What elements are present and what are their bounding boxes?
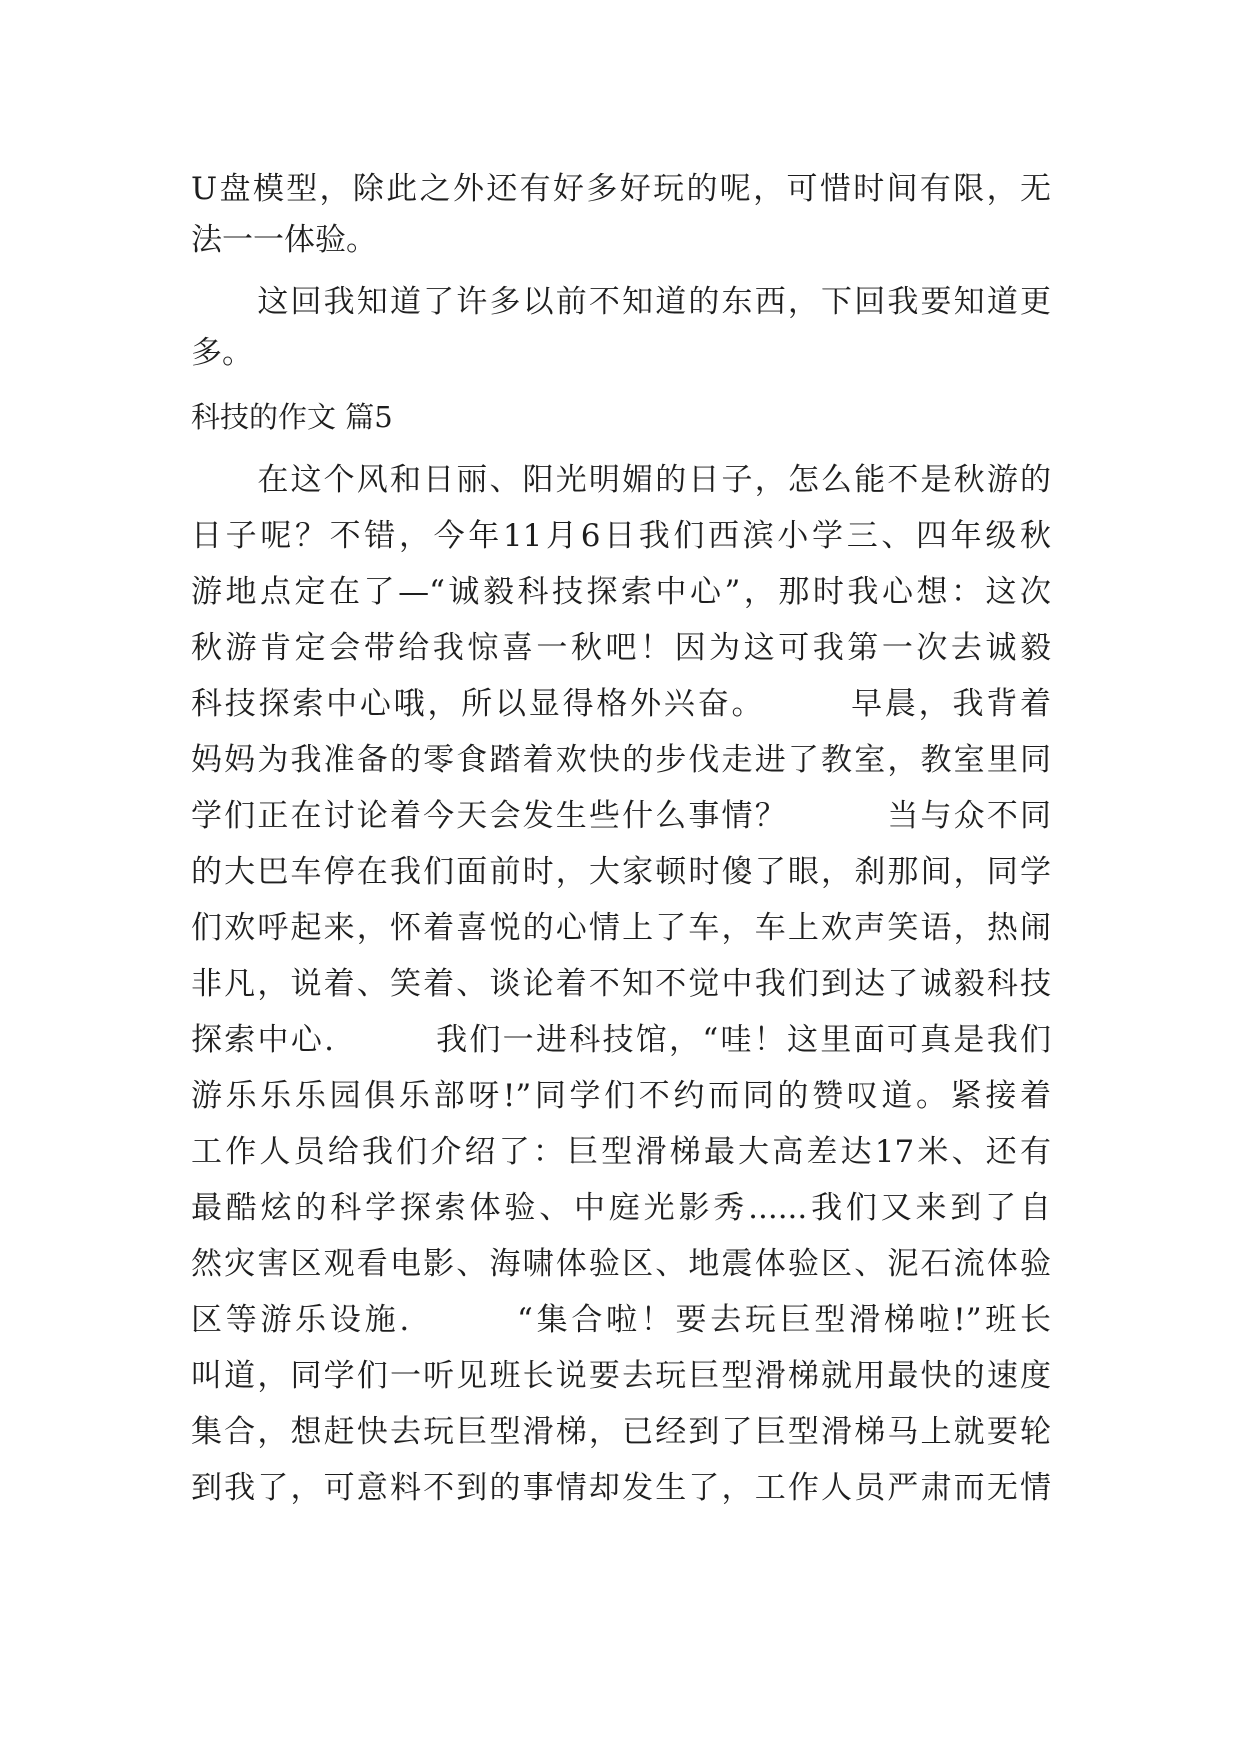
text-line: 法一一体验。	[191, 222, 377, 258]
text-line: 探索中心. 我们一进科技馆，“哇！这里面可真是我们	[191, 1022, 1051, 1058]
text-line: 最酷炫的科学探索体验、中庭光影秀......我们又来到了自	[191, 1190, 1051, 1226]
text-line: 科技探索中心哦，所以显得格外兴奋。 早晨，我背着	[191, 686, 1051, 722]
text-line: 游地点定在了—“诚毅科技探索中心”，那时我心想：这次	[191, 574, 1051, 610]
text-line: 们欢呼起来，怀着喜悦的心情上了车，车上欢声笑语，热闹	[191, 910, 1051, 946]
text-line: 叫道，同学们一听见班长说要去玩巨型滑梯就用最快的速度	[191, 1358, 1051, 1394]
text-line: 日子呢？不错，今年11月6日我们西滨小学三、四年级秋	[191, 518, 1051, 554]
text-line: 到我了，可意料不到的事情却发生了，工作人员严肃而无情	[191, 1470, 1051, 1506]
text-line: 妈妈为我准备的零食踏着欢快的步伐走进了教室，教室里同	[191, 742, 1051, 778]
text-line: 这回我知道了许多以前不知道的东西，下回我要知道更	[191, 284, 1051, 320]
text-line: 然灾害区观看电影、海啸体验区、地震体验区、泥石流体验	[191, 1246, 1051, 1282]
text-line: 在这个风和日丽、阳光明媚的日子，怎么能不是秋游的	[191, 462, 1051, 498]
text-line: 学们正在讨论着今天会发生些什么事情？ 当与众不同	[191, 798, 1051, 834]
text-line: 非凡，说着、笑着、谈论着不知不觉中我们到达了诚毅科技	[191, 966, 1051, 1002]
text-line: 工作人员给我们介绍了：巨型滑梯最大高差达17米、还有	[191, 1134, 1051, 1170]
text-line: 集合，想赶快去玩巨型滑梯，已经到了巨型滑梯马上就要轮	[191, 1414, 1051, 1450]
text-line: 区等游乐设施. “集合啦！要去玩巨型滑梯啦!”班长	[191, 1302, 1051, 1338]
text-line: U盘模型，除此之外还有好多好玩的呢，可惜时间有限，无	[191, 171, 1051, 207]
text-line: 游乐乐乐园俱乐部呀!”同学们不约而同的赞叹道。紧接着	[191, 1078, 1051, 1114]
section-heading: 科技的作文 篇5	[191, 400, 393, 434]
text-line: 多。	[191, 335, 253, 371]
text-line: 的大巴车停在我们面前时，大家顿时傻了眼，刹那间，同学	[191, 854, 1051, 890]
text-line: 秋游肯定会带给我惊喜一秋吧！因为这可我第一次去诚毅	[191, 630, 1051, 666]
